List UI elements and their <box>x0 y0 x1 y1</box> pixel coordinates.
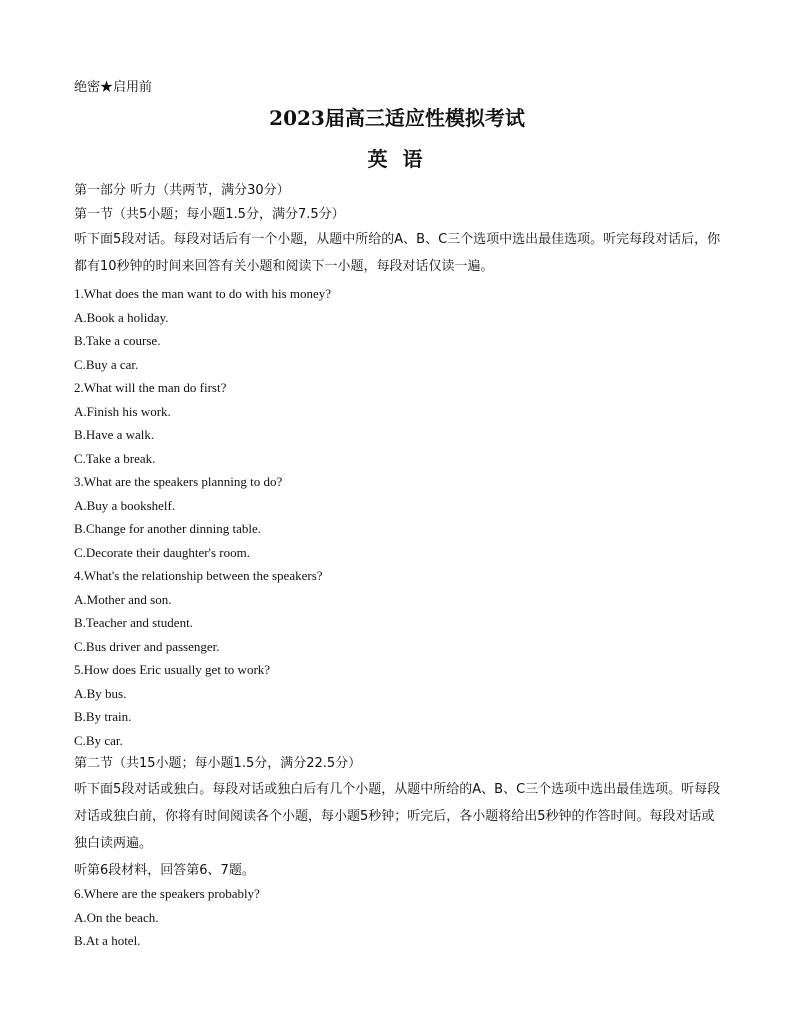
question-block <box>74 376 722 470</box>
option-b: B.Teacher and student. <box>74 615 193 630</box>
option-b: B.Change for another dinning table. <box>74 521 262 536</box>
question-block <box>74 564 722 658</box>
exam-content <box>74 179 722 953</box>
question-stem: 5.How does Eric usually get to work? <box>74 662 271 677</box>
question-stem: 1.What does the man want to do with his money? <box>74 286 332 301</box>
material-note: 听第6段材料，回答第6、7题。 <box>74 862 255 878</box>
option-b: B.Have a walk. <box>74 427 155 442</box>
section2-heading: 第二节（共15小题；每小题1.5分，满分22.5分） <box>74 756 362 771</box>
question-stem: 3.What are the speakers planning to do? <box>74 474 283 489</box>
exam-title: 2023届高三适应性模拟考试 <box>269 106 525 130</box>
question-stem: 2.What will the man do first? <box>74 380 227 395</box>
option-b: B.Take a course. <box>74 333 161 348</box>
option-a: A.Mother and son. <box>74 591 172 607</box>
option-c: C.Buy a car. <box>74 356 139 372</box>
section2-instructions: 听下面5段对话或独白。每段对话或独白后有几个小题，从题中所给的A、B、C三个选项中选出最佳选项。听每段对话或独白前，你将有时间阅读各个小题，每小题5秒钟；听完后，各小题将给出5秒钟的作答时间。每段对话或独白读两遍。 <box>74 781 721 851</box>
option-a: A.Book a holiday. <box>74 309 169 325</box>
question-block <box>74 658 722 752</box>
option-c: C.Bus driver and passenger. <box>74 638 220 654</box>
option-c: C.Take a break. <box>74 450 156 466</box>
option-b: B.At a hotel. <box>74 933 141 948</box>
question-block <box>74 282 722 376</box>
option-c: C.Decorate their daughter's room. <box>74 544 250 560</box>
question-block <box>74 882 722 953</box>
option-c: C.By car. <box>74 732 123 748</box>
question-stem: 4.What's the relationship between the speakers? <box>74 568 323 583</box>
question-block <box>74 470 722 564</box>
section1-heading: 第一节（共5小题；每小题1.5分，满分7.5分） <box>74 206 345 222</box>
confidential-label: 绝密★启用前 <box>74 80 153 95</box>
question-stem: 6.Where are the speakers probably? <box>74 886 260 901</box>
part1-heading: 第一部分 听力（共两节，满分30分） <box>74 183 290 198</box>
subject-title: 英 语 <box>367 147 427 171</box>
option-b: B.By train. <box>74 709 132 724</box>
option-a: A.Buy a bookshelf. <box>74 497 176 513</box>
option-a: A.Finish his work. <box>74 403 171 419</box>
section1-instructions: 听下面5段对话。每段对话后有一个小题，从题中所给的A、B、C三个选项中选出最佳选项。听完每段对话后，你都有10秒钟的时间来回答有关小题和阅读下一小题，每段对话仅读一遍。 <box>74 232 721 274</box>
option-a: A.On the beach. <box>74 909 159 925</box>
option-a: A.By bus. <box>74 685 127 701</box>
